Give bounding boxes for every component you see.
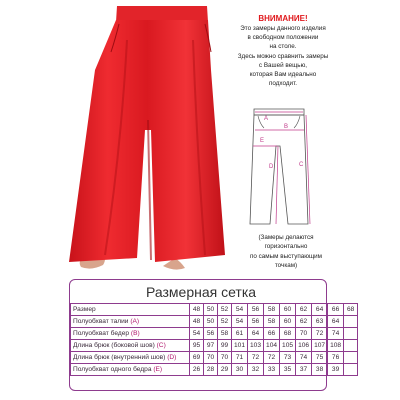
table-cell	[344, 328, 358, 340]
notice-line: в свободном положении	[247, 34, 319, 42]
table-cell: 72	[264, 352, 280, 364]
table-cell: 32	[248, 364, 264, 376]
notice-line: которая Вам идеально	[249, 71, 317, 79]
table-cell: 72	[312, 328, 328, 340]
table-row	[71, 316, 358, 328]
table-cell: 52	[218, 304, 232, 316]
table-cell: 63	[312, 316, 328, 328]
table-cell: 38	[312, 364, 328, 376]
table-cell: 50	[204, 304, 218, 316]
product-photo	[55, 0, 225, 272]
table-cell: 58	[264, 316, 280, 328]
row-mark: (С)	[156, 342, 166, 349]
table-row	[71, 340, 358, 352]
table-cell: 29	[218, 364, 232, 376]
table-cell: 48	[190, 316, 204, 328]
row-label-text: Полуобхват бедер	[73, 330, 131, 337]
measurement-notice	[228, 14, 338, 88]
table-cell: 26	[190, 364, 204, 376]
diagram-letter: A	[264, 116, 269, 122]
table-cell: 58	[218, 328, 232, 340]
table-cell: 28	[204, 364, 218, 376]
table-row	[71, 352, 358, 364]
table-cell: 54	[232, 304, 248, 316]
table-cell: 56	[248, 304, 264, 316]
table-cell: 64	[328, 316, 344, 328]
table-cell: 48	[190, 304, 204, 316]
table-cell: 97	[204, 340, 218, 352]
size-table-title: Размерная сетка	[146, 284, 257, 300]
table-cell: 105	[280, 340, 296, 352]
row-label	[71, 352, 190, 364]
row-label-text: Длина брюк (боковой шов)	[73, 342, 157, 349]
row-label	[71, 364, 190, 376]
table-cell: 39	[328, 364, 344, 376]
row-label	[71, 316, 190, 328]
row-mark: (D)	[167, 354, 177, 361]
table-cell: 95	[190, 340, 204, 352]
table-cell: 60	[280, 304, 296, 316]
diagram-letter: E	[260, 138, 265, 144]
table-cell: 64	[248, 328, 264, 340]
table-cell: 107	[312, 340, 328, 352]
table-cell: 54	[190, 328, 204, 340]
note-line: (Замеры делаются	[258, 234, 314, 241]
table-cell: 66	[328, 304, 344, 316]
notice-line: с Вашей вещью,	[258, 61, 308, 69]
row-mark: (E)	[153, 366, 163, 373]
notice-line: Здесь можно сравнить замеры	[237, 52, 329, 60]
table-cell: 99	[218, 340, 232, 352]
note-line: по самым выступающим	[249, 252, 323, 260]
table-cell: 70	[218, 352, 232, 364]
table-cell: 68	[280, 328, 296, 340]
table-cell: 33	[264, 364, 280, 376]
table-cell: 74	[296, 352, 312, 364]
table-row	[71, 328, 358, 340]
table-cell: 70	[296, 328, 312, 340]
table-cell: 108	[328, 340, 344, 352]
table-cell: 37	[296, 364, 312, 376]
table-cell: 69	[190, 352, 204, 364]
table-cell: 72	[248, 352, 264, 364]
table-cell: 30	[232, 364, 248, 376]
table-cell: 60	[280, 316, 296, 328]
table-cell	[344, 340, 358, 352]
table-cell: 58	[264, 304, 280, 316]
table-cell: 103	[248, 340, 264, 352]
notice-line: подходит.	[268, 80, 298, 88]
row-label-text: Размер	[73, 306, 96, 313]
diagram-letter: C	[299, 162, 304, 168]
row-label-text: Полуобхват талии	[73, 318, 131, 325]
table-cell: 62	[296, 316, 312, 328]
table-cell: 75	[312, 352, 328, 364]
row-label	[71, 340, 190, 352]
table-cell: 52	[218, 316, 232, 328]
table-cell: 76	[328, 352, 344, 364]
table-cell	[344, 364, 358, 376]
diagram-letter: D	[269, 164, 274, 170]
table-cell: 50	[204, 316, 218, 328]
table-cell	[344, 316, 358, 328]
measurement-note	[232, 233, 340, 271]
table-row	[71, 364, 358, 376]
table-cell: 56	[248, 316, 264, 328]
table-cell: 101	[232, 340, 248, 352]
row-mark: (В)	[130, 330, 140, 337]
note-line: точкам)	[274, 262, 298, 270]
row-mark: (А)	[130, 318, 140, 325]
table-cell: 64	[312, 304, 328, 316]
table-cell: 62	[296, 304, 312, 316]
table-cell: 106	[296, 340, 312, 352]
table-cell: 35	[280, 364, 296, 376]
table-cell: 71	[232, 352, 248, 364]
notice-line: на столе.	[269, 43, 297, 51]
table-cell: 68	[344, 304, 358, 316]
notice-title: ВНИМАНИЕ!	[258, 14, 308, 23]
table-cell: 56	[204, 328, 218, 340]
table-row	[71, 304, 358, 316]
row-label	[71, 304, 190, 316]
table-cell: 73	[280, 352, 296, 364]
trousers-diagram	[246, 106, 316, 226]
size-table	[70, 303, 358, 376]
table-cell: 70	[204, 352, 218, 364]
table-cell	[344, 352, 358, 364]
table-cell: 54	[232, 316, 248, 328]
note-line: горизонтально	[264, 243, 308, 251]
table-cell: 61	[232, 328, 248, 340]
table-cell: 66	[264, 328, 280, 340]
row-label-text: Полуобхват одного бедра	[73, 366, 154, 373]
table-cell: 104	[264, 340, 280, 352]
diagram-letter: B	[284, 124, 289, 130]
notice-line: Это замеры данного изделия	[240, 25, 326, 32]
table-cell: 74	[328, 328, 344, 340]
row-label-text: Длина брюк (внутренний шов)	[73, 354, 168, 361]
row-label	[71, 328, 190, 340]
